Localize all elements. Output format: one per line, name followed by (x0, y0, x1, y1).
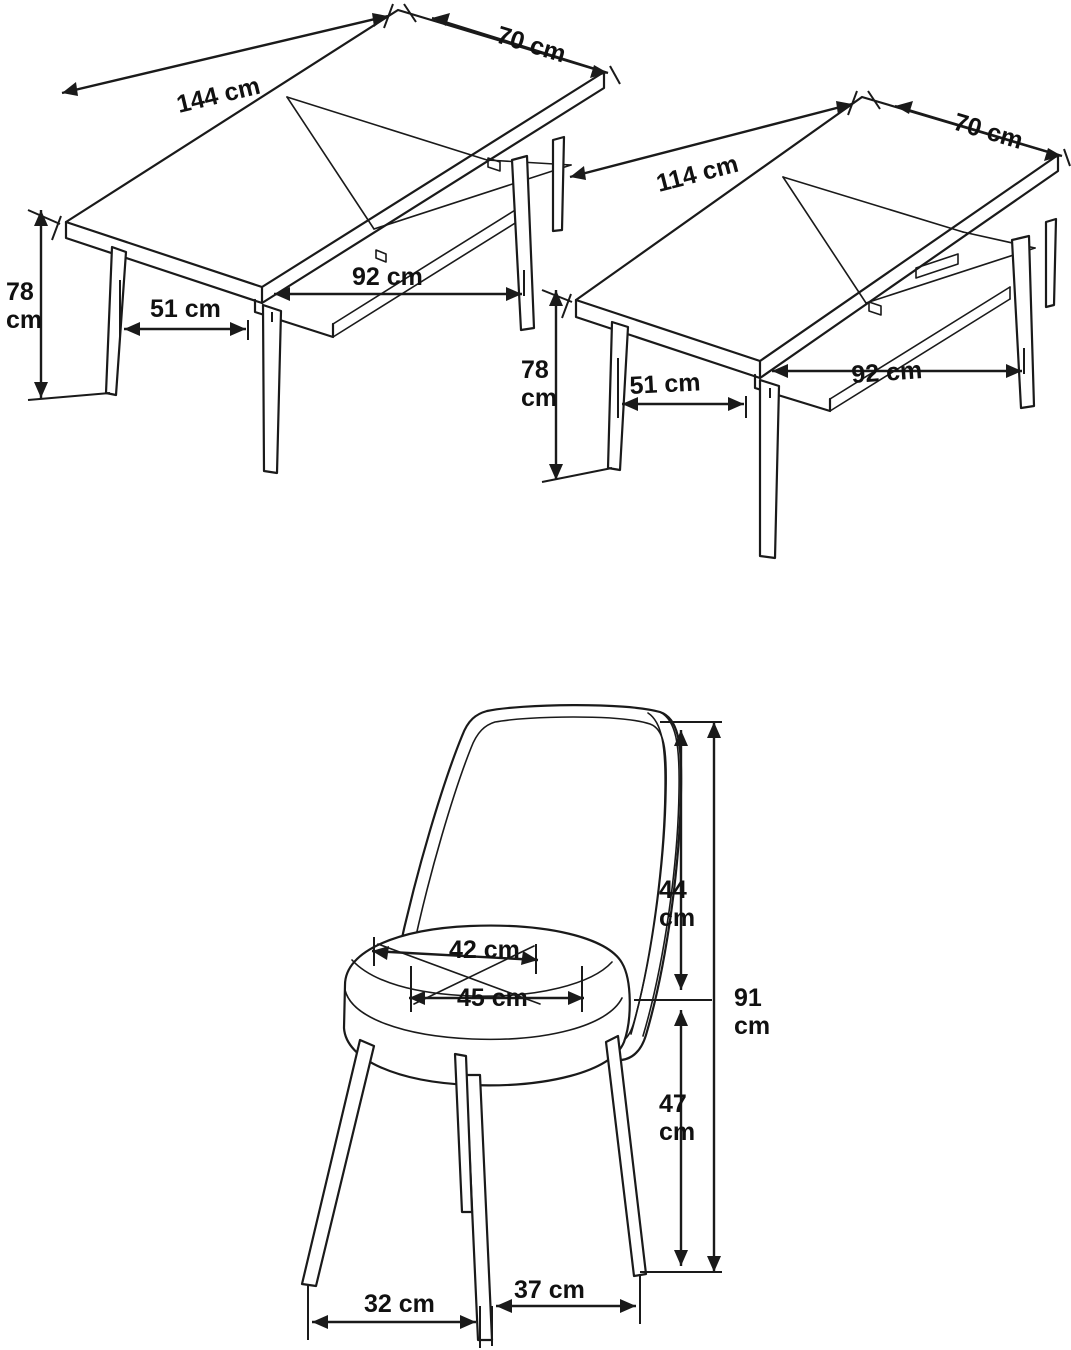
chair-seat-height-line2: cm (659, 1118, 696, 1146)
table-extended-arrow-51-a (124, 322, 140, 336)
table-closed-arrow-51-b (728, 397, 744, 411)
table-extended-arrow-144-b (62, 82, 78, 96)
chair-drawing (302, 705, 770, 1348)
chair-total-height-line1: 91 (734, 984, 762, 1012)
table-extended-width-label: 70 cm (493, 20, 570, 69)
chair-leg-rear-right (606, 1036, 646, 1276)
table-closed-leg-front-right (1012, 236, 1034, 408)
chair-arrow-91-a (707, 722, 721, 738)
table-extended-arrow-51-b (230, 322, 246, 336)
chair-arrow-91-b (707, 1256, 721, 1272)
chair-leg-front-left (302, 1040, 374, 1286)
table-closed-ext-70-b (1064, 149, 1070, 166)
chair-front-span-label: 32 cm (364, 1290, 435, 1318)
table-closed-drawing (521, 91, 1070, 558)
table-closed-legspan-long-label: 92 cm (850, 356, 924, 389)
table-closed-leg-front-left (760, 380, 779, 558)
table-extended-slide-catch (376, 250, 386, 262)
table-closed-slide-catch (869, 302, 881, 315)
table-extended-leg-rear-left (106, 247, 126, 395)
chair-arrow-44-b (674, 974, 688, 990)
table-extended-leg-front-right (512, 156, 534, 330)
table-extended-legspan-short-label: 51 cm (150, 295, 221, 323)
chair-back-height-line2: cm (659, 904, 696, 932)
table-extended-length-label: 144 cm (173, 71, 263, 119)
table-closed-width-label: 70 cm (950, 107, 1027, 155)
table-extended-height-label-line1: 78 (6, 278, 34, 306)
table-extended-leg-front-left (263, 305, 281, 473)
table-closed-height-label-line1: 78 (521, 356, 549, 384)
table-extended-arrow-78-b (34, 382, 48, 398)
table-extended-leg-rear-right (553, 137, 564, 231)
table-extended-ext-144-b (52, 216, 61, 240)
table-extended-legspan-long-label: 92 cm (352, 263, 423, 291)
chair-back-height-line1: 44 (659, 876, 687, 904)
chair-side-span-label: 37 cm (514, 1276, 585, 1304)
chair-total-height-line2: cm (734, 1012, 771, 1040)
chair-arrow-47-b (674, 1250, 688, 1266)
chair-arrow-32-b (460, 1315, 476, 1329)
chair-seat-depth-label: 42 cm (449, 936, 520, 964)
table-closed-arrow-114-b (570, 166, 586, 180)
table-closed-arrow-92-a (772, 364, 788, 378)
table-closed-height-label-line2: cm (521, 384, 558, 412)
table-closed-apron-rail-2 (830, 299, 1010, 411)
chair-arrow-47-a (674, 1010, 688, 1026)
chair-seat-width-label: 45 cm (457, 984, 528, 1012)
table-closed-legspan-short-label: 51 cm (628, 368, 702, 400)
table-extended-arrow-92-a (274, 287, 290, 301)
table-closed-leg-rear-right (1046, 219, 1056, 307)
chair-seat-height-line1: 47 (659, 1090, 687, 1118)
table-closed-length-label: 114 cm (653, 149, 742, 198)
chair-arrow-37-a (496, 1299, 512, 1313)
chair-arrow-32-a (312, 1315, 328, 1329)
table-extended-height-label-line2: cm (6, 306, 43, 334)
chair-arrow-37-b (620, 1299, 636, 1313)
chair-back-rail-right-inner (631, 713, 665, 1034)
table-extended-ext-70-b (610, 66, 620, 84)
